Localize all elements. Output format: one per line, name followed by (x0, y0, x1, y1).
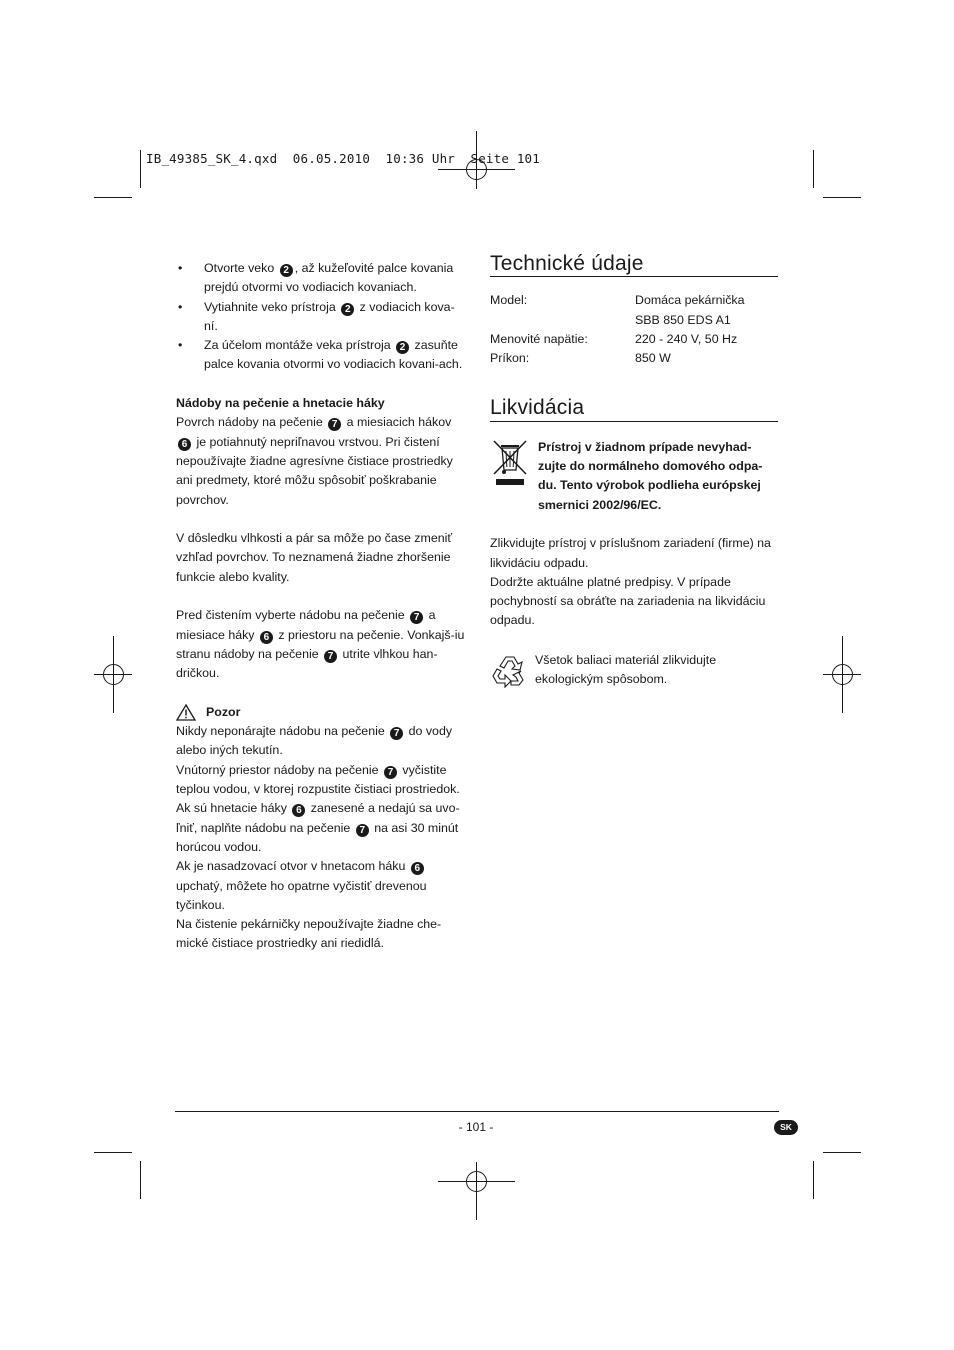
footer-divider (175, 1111, 779, 1112)
paragraph: Povrch nádoby na pečenie 7 a miesiacich hákov 6 je potiahnutý nepriľnavou vrstvou. Pri čistení nepoužívajte žiadne agresívne čistiace prostriedky ani predmety, ktoré môžu spôsobiť poškrabanie povrchov. (176, 415, 453, 507)
spec-value: Domáca pekárnička SBB 850 EDS A1 (635, 293, 745, 327)
crossed-bin-icon (490, 438, 530, 488)
section-title-technical: Technické údaje (490, 250, 778, 277)
part-number-badge: 7 (328, 418, 341, 431)
paragraph: V dôsledku vlhkosti a pár sa môže po čase zmeniť vzhľad povrchov. To neznamená žiadne zhoršenie funkcie alebo kvality. (176, 531, 453, 584)
right-column (490, 250, 778, 689)
recycle-icon (490, 653, 530, 689)
spec-table (490, 291, 778, 368)
assembly-steps (176, 259, 466, 375)
warning-icon (176, 704, 196, 721)
list-item: • Otvorte veko 2 , až kužeľovité palce kovania prejdú otvormi vo vodiacich kovaniach. (176, 259, 466, 298)
paragraph: Ak sú hnetacie háky 6 zanesené a nedajú sa uvo-ľniť, naplňte nádobu na pečenie 7 na asi 30 minút horúcou vodou. (176, 801, 460, 854)
list-item: • Vytiahnite veko prístroja 2 z vodiacich kova-ní. (176, 298, 466, 337)
part-number-badge: 2 (341, 303, 354, 316)
language-badge: SK (774, 1120, 798, 1135)
paragraph: Na čistenie pekárničky nepoužívajte žiadne che-mické čistiace prostriedky ani riedidlá. (176, 917, 442, 951)
page-number: - 101 - (458, 1120, 494, 1134)
caution-label: Pozor (206, 704, 241, 719)
recycle-text: Všetok baliaci materiál zlikvidujte ekologickým spôsobom. (535, 652, 717, 687)
paragraph: Dodržte aktuálne platné predpisy. V prípade pochybností sa obráťte na zariadenia na likvidáciu odpadu. (490, 574, 766, 628)
part-number-badge: 7 (356, 824, 369, 837)
section-subheading: Nádoby na pečenie a hnetacie háky (176, 396, 385, 411)
part-number-badge: 6 (292, 804, 305, 817)
spec-row (490, 291, 778, 330)
part-number-badge: 2 (396, 341, 409, 354)
part-number-badge: 7 (324, 650, 337, 663)
spec-row (490, 330, 778, 349)
part-number-badge: 2 (280, 264, 293, 277)
part-number-badge: 7 (390, 727, 403, 740)
part-number-badge: 6 (260, 631, 273, 644)
part-number-badge: 7 (410, 611, 423, 624)
file-slug: IB_49385_SK_4.qxd 06.05.2010 10:36 Uhr Seite 101 (146, 151, 541, 166)
paragraph: Ak je nasadzovací otvor v hnetacom háku 6 upchatý, môžete ho opatrne vyčistiť drevenou tyčinkou. (176, 859, 427, 912)
paragraph: Zlikvidujte prístroj v príslušnom zariadení (firme) na likvidáciu odpadu. (490, 536, 771, 570)
caution-heading (176, 703, 466, 722)
left-column (176, 259, 466, 954)
spec-value: 220 - 240 V, 50 Hz (635, 331, 738, 346)
recycle-notice (490, 651, 778, 690)
paragraph: Nikdy neponárajte nádobu na pečenie 7 do vody alebo iných tekutín. (176, 724, 453, 758)
part-number-badge: 6 (411, 862, 424, 875)
section-title-disposal: Likvidácia (490, 394, 778, 421)
weee-notice (490, 438, 778, 515)
spec-value: 850 W (635, 351, 671, 366)
spec-label: Príkon: (490, 351, 530, 366)
part-number-badge: 7 (384, 766, 397, 779)
paragraph: Vnútorný priestor nádoby na pečenie 7 vyčistite teplou vodou, v ktorej rozpustite čistiaci prostriedok. (176, 762, 460, 797)
spec-label: Model: (490, 293, 528, 308)
spec-label: Menovité napätie: (490, 331, 588, 346)
weee-text: Prístroj v žiadnom prípade nevyhad-zujte do normálneho domového odpa-du. Tento výrobok podlieha európskej smernici 2002/96/EC. (538, 439, 763, 512)
part-number-badge: 6 (178, 438, 191, 451)
list-item: • Za účelom montáže veka prístroja 2 zasuňte palce kovania otvormi vo vodiacich kovani-ach. (176, 336, 466, 375)
paragraph: Pred čistením vyberte nádobu na pečenie 7 a miesiace háky 6 z priestoru na pečenie. Vonkajš-iu stranu nádoby na pečenie 7 utrite vlhkou han-dričkou. (176, 608, 465, 681)
spec-row (490, 349, 778, 368)
